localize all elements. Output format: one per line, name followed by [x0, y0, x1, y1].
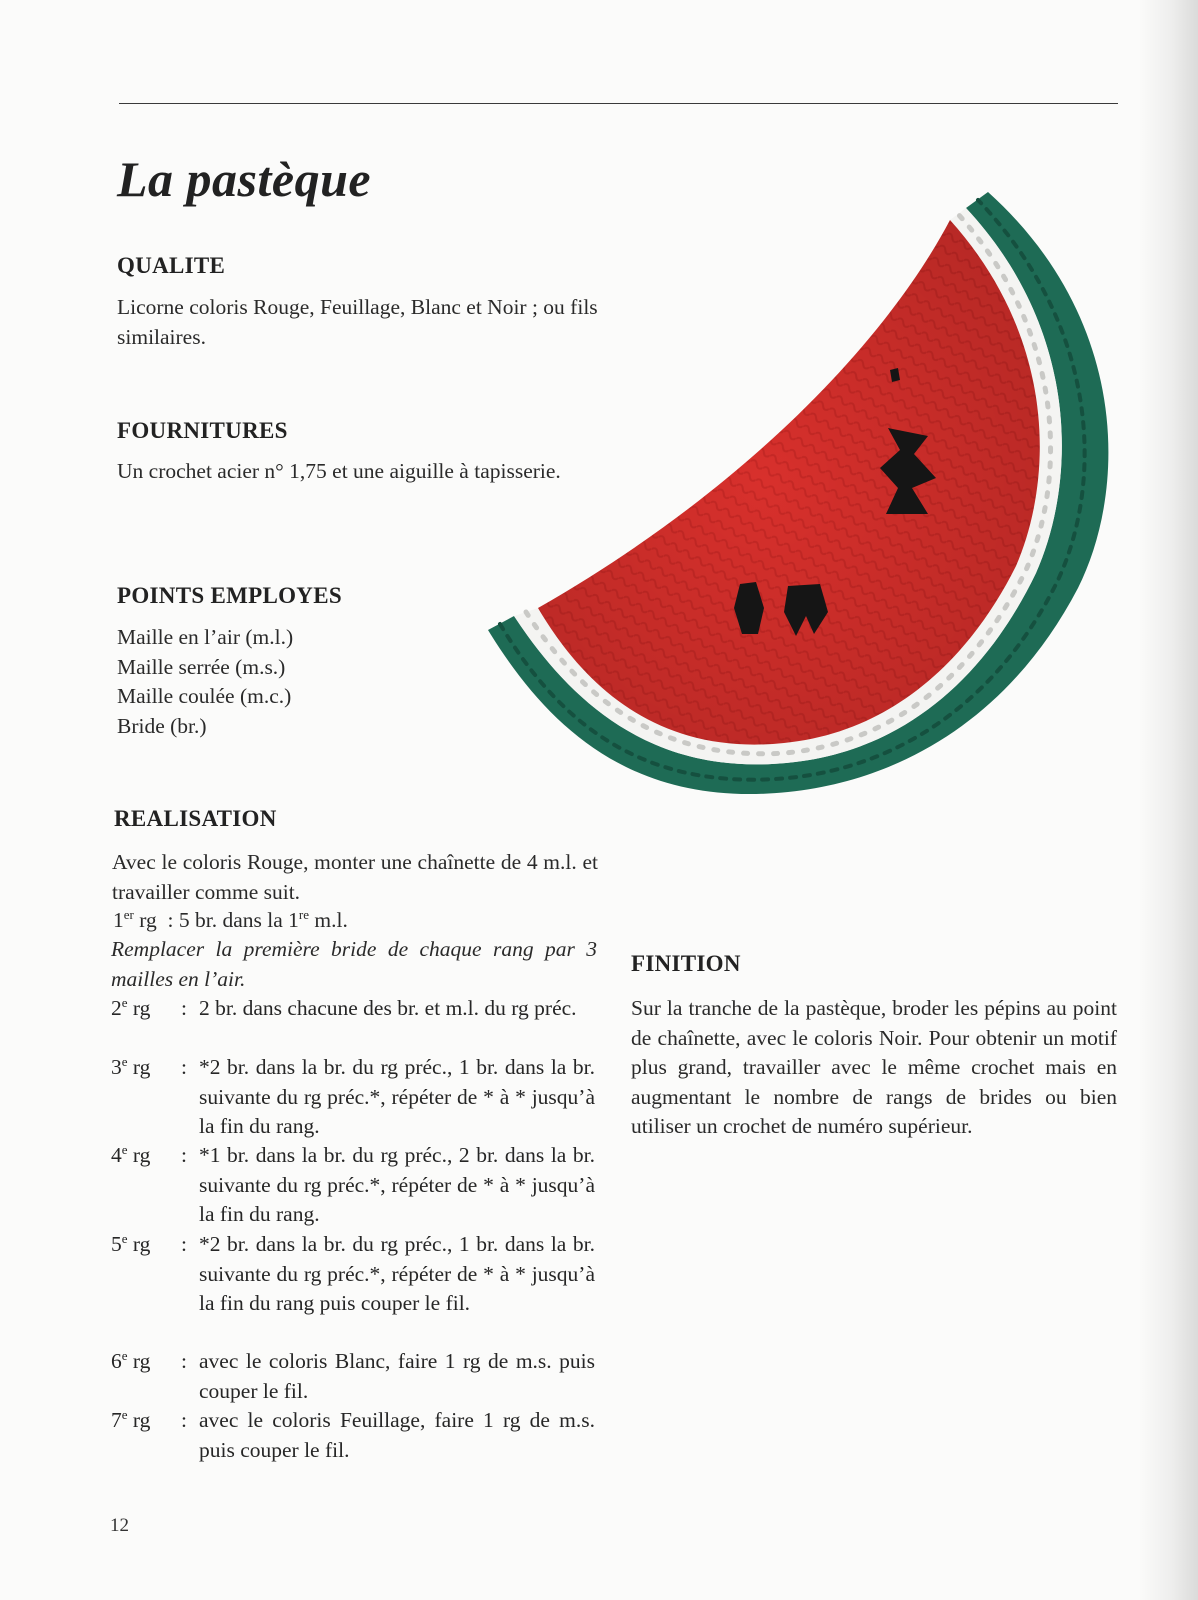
row-label: 5e rg	[111, 1230, 151, 1256]
row-colon: :	[181, 1055, 187, 1079]
heading-finition: FINITION	[631, 951, 741, 976]
row-text: 2 br. dans chacune des br. et m.l. du rg préc.	[199, 996, 577, 1020]
row-1-text-end: m.l.	[309, 908, 348, 932]
finition-text: Sur la tranche de la pastèque, broder les pépins au point de chaînette, avec le coloris Noir. Pour obtenir un motif plus grand, travailler avec le même crochet mais en augmentant le nombre de rangs de brides ou bien utiliser un crochet de numéro supérieur.	[631, 996, 1117, 1138]
row-label: 2e rg	[111, 994, 151, 1020]
realisation-intro: Avec le coloris Rouge, monter une chaînette de 4 m.l. et travailler comme suit.	[112, 850, 598, 904]
row-text: *2 br. dans la br. du rg préc., 1 br. dans la br. suivante du rg préc.*, répéter de * à * jusqu’à la fin du rang.	[199, 1055, 595, 1138]
row-colon: :	[181, 1349, 187, 1373]
point-item: Bride (br.)	[117, 713, 207, 738]
row-1-text-sup: re	[298, 906, 309, 922]
heading-qualite: QUALITE	[117, 253, 226, 278]
row-text: avec le coloris Blanc, faire 1 rg de m.s. puis couper le fil.	[199, 1349, 595, 1403]
row-1-instruction	[113, 906, 348, 936]
row-colon: :	[181, 1408, 187, 1432]
page-number: 12	[110, 1515, 129, 1536]
row-label: 6e rg	[111, 1347, 151, 1373]
page-edge-shadow	[1138, 0, 1198, 1600]
row-1-unit: rg	[139, 908, 157, 932]
heading-points-employes: POINTS EMPLOYES	[117, 583, 342, 608]
row-1-text: : 5 br. dans la 1	[167, 908, 299, 932]
realisation-note: Remplacer la première bride de chaque rang par 3 mailles en l’air.	[111, 937, 597, 991]
row-1-sup: er	[123, 906, 134, 922]
watermelon-crochet-illustration	[488, 188, 1124, 816]
point-item: Maille en l’air (m.l.)	[117, 625, 294, 649]
point-item: Maille serrée (m.s.)	[117, 654, 286, 679]
row-text: avec le coloris Feuillage, faire 1 rg de m.s. puis couper le fil.	[199, 1408, 595, 1462]
qualite-text: Licorne coloris Rouge, Feuillage, Blanc et Noir ; ou fils similaires.	[117, 295, 598, 349]
fournitures-text: Un crochet acier n° 1,75 et une aiguille à tapisserie.	[117, 459, 561, 483]
row-label: 7e rg	[111, 1406, 151, 1432]
heading-fournitures: FOURNITURES	[117, 418, 288, 443]
heading-realisation: REALISATION	[114, 806, 277, 831]
top-rule	[119, 103, 1118, 104]
row-colon: :	[181, 1143, 187, 1167]
points-list	[117, 623, 293, 741]
row-1-number: 1	[113, 908, 124, 932]
row-text: *2 br. dans la br. du rg préc., 1 br. dans la br. suivante du rg préc.*, répéter de * à * jusqu’à la fin du rang puis couper le fil.	[199, 1232, 595, 1315]
row-colon: :	[181, 996, 187, 1020]
row-text: *1 br. dans la br. du rg préc., 2 br. dans la br. suivante du rg préc.*, répéter de * à * jusqu’à la fin du rang.	[199, 1143, 595, 1226]
point-item: Maille coulée (m.c.)	[117, 684, 292, 708]
page-title: La pastèque	[117, 151, 372, 207]
row-colon: :	[181, 1232, 187, 1256]
row-label: 3e rg	[111, 1053, 151, 1079]
row-label: 4e rg	[111, 1141, 151, 1167]
